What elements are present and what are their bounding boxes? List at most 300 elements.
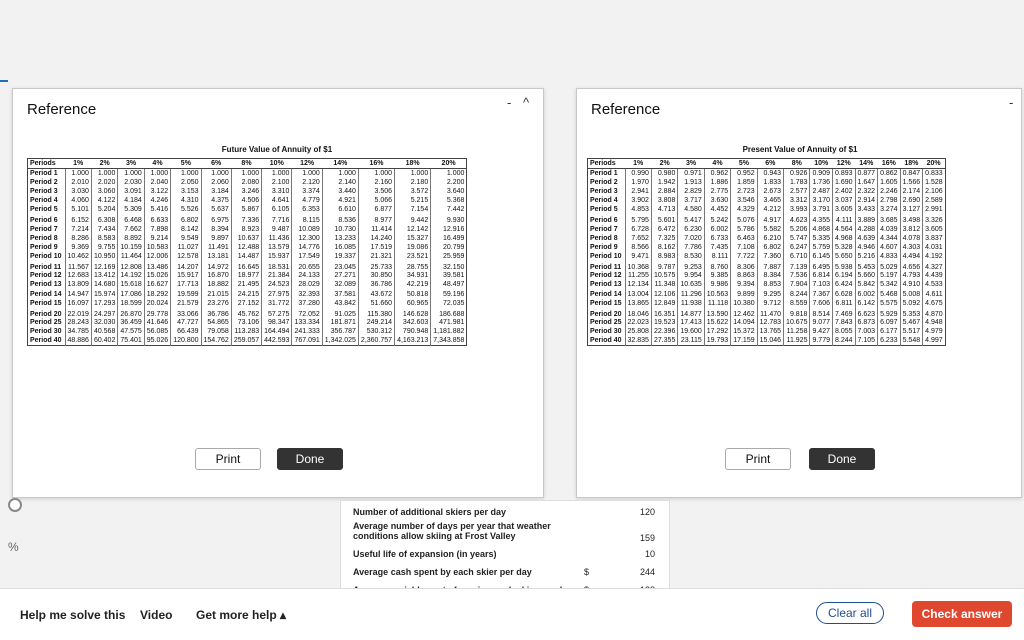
table-cell: 13.590 [704,308,730,318]
table-cell: 2.322 [855,187,878,196]
column-header: 5% [731,159,757,169]
table-cell: 15.917 [171,271,201,280]
table-cell: 9.385 [704,271,730,280]
table-cell: 154.762 [201,336,231,345]
table-cell: 5.660 [855,271,878,280]
table-cell: 7.003 [855,327,878,336]
table-cell: 12.142 [395,224,431,233]
column-header: 16% [878,159,901,169]
table-cell: 5.468 [878,290,901,299]
table-cell: 4.039 [878,224,901,233]
table-cell: 8.055 [833,327,856,336]
table-cell: 4.997 [923,336,946,345]
table-row [28,290,467,299]
period-label: Period 7 [30,225,58,233]
table-cell: 6.468 [118,214,144,224]
table-cell: 1.000 [91,169,117,178]
table-cell: 2.010 [65,178,91,187]
table-cell: 8.306 [731,261,757,271]
table-cell: 4.564 [833,224,856,233]
table-cell: 5.867 [231,205,261,214]
window-controls[interactable]: - [1009,95,1018,110]
window-controls[interactable]: - ^ [507,95,534,110]
fv-table [27,158,467,346]
given-label: Average cash spent by each skier per day [353,567,532,577]
table-cell: 133.334 [292,318,322,327]
period-label: Period 5 [590,206,618,214]
table-cell: 15.622 [704,318,730,327]
fv-reference-panel [12,88,544,498]
table-cell: 14.487 [231,252,261,261]
table-cell: 12.849 [651,299,677,308]
table-cell: 14.776 [292,243,322,252]
table-cell: 6.353 [292,205,322,214]
table-cell: 20.024 [144,299,170,308]
table-cell: 5.759 [810,243,833,252]
table-cell: 3.546 [731,196,757,205]
table-cell: 10.563 [704,290,730,299]
table-cell: 4.870 [923,308,946,318]
table-cell: 4.656 [900,261,923,271]
table-cell: 23.276 [201,299,231,308]
table-cell: 10.730 [322,224,358,233]
table-cell: 6.247 [784,243,810,252]
column-header: 12% [833,159,856,169]
table-cell: 30.850 [358,271,394,280]
table-row [28,261,467,271]
table-cell: 4.344 [878,234,901,243]
table-cell: 530.312 [358,327,394,336]
table-cell: 8.384 [757,271,783,280]
period-label: Period 11 [30,264,62,272]
done-button[interactable]: Done [277,448,343,470]
table-cell: 11.470 [757,308,783,318]
table-cell: 12.808 [118,261,144,271]
table-cell: 7.652 [625,234,651,243]
table-cell: 15.618 [118,280,144,289]
period-label: Period 15 [590,299,622,307]
table-cell: 1.783 [784,178,810,187]
table-cell: 7.360 [757,252,783,261]
table-cell: 7.904 [784,280,810,289]
video-link[interactable]: Video [140,608,173,622]
table-cell: 14.240 [358,234,394,243]
table-cell: 9.369 [65,243,91,252]
column-header: 2% [651,159,677,169]
table-cell: 8.115 [292,214,322,224]
table-cell: 6.097 [878,318,901,327]
table-cell: 4.793 [900,271,923,280]
table-cell: 14.207 [171,261,201,271]
table-cell: 2.941 [625,187,651,196]
done-button[interactable]: Done [809,448,875,470]
table-cell: 4.329 [731,205,757,214]
table-row [28,336,467,345]
table-cell: 8.566 [625,243,651,252]
table-cell: 11.925 [784,336,810,345]
table-cell: 15.937 [262,252,292,261]
get-more-help-link[interactable]: Get more help ▴ [196,608,287,622]
table-cell: 1.000 [118,169,144,178]
table-cell: 13.809 [65,280,91,289]
table-cell: 9.442 [395,214,431,224]
table-cell: 24.215 [231,290,261,299]
table-cell: 32.393 [292,290,322,299]
given-label: Number of additional skiers per day [353,507,507,517]
period-label: Period 12 [590,272,622,280]
table-cell: 3.037 [833,196,856,205]
table-cell: 1.942 [651,178,677,187]
table-row [28,224,467,233]
check-answer-button[interactable]: Check answer [912,601,1012,627]
table-cell: 32.835 [625,336,651,345]
table-cell: 34.931 [395,271,431,280]
table-cell: 11.255 [625,271,651,280]
table-cell: 6.628 [833,290,856,299]
table-cell: 36.459 [118,318,144,327]
table-cell: 4.917 [757,214,783,224]
table-cell: 4.192 [923,252,946,261]
table-cell: 3.127 [900,205,923,214]
table-cell: 9.427 [810,327,833,336]
table-cell: 8.142 [171,224,201,233]
column-header: 2% [91,159,117,169]
table-cell: 39.581 [431,271,467,280]
table-cell: 4.355 [810,214,833,224]
table-row [28,187,467,196]
table-cell: 0.980 [651,169,677,178]
table-row [28,178,467,187]
table-cell: 18.046 [625,308,651,318]
table-cell: 19.086 [395,243,431,252]
table-cell: 2.080 [231,178,261,187]
table-cell: 6.802 [757,243,783,252]
table-cell: 9.986 [704,280,730,289]
table-cell: 3.274 [878,205,901,214]
table-cell: 4.060 [65,196,91,205]
column-header: 18% [900,159,923,169]
table-cell: 7.214 [65,224,91,233]
table-cell: 7.434 [91,224,117,233]
table-cell: 13.579 [262,243,292,252]
table-cell: 19.793 [704,336,730,345]
table-cell: 43.842 [322,299,358,308]
table-cell: 36.786 [201,308,231,318]
column-header: 14% [855,159,878,169]
table-cell: 120.800 [171,336,201,345]
accent-line [0,80,8,82]
table-cell: 28.243 [65,318,91,327]
table-cell: 7.325 [651,234,677,243]
table-cell: 15.974 [91,290,117,299]
table-cell: 19.599 [171,290,201,299]
table-cell: 6.472 [651,224,677,233]
column-header: 18% [395,159,431,169]
table-cell: 8.760 [704,261,730,271]
table-cell: 2.914 [855,196,878,205]
table-cell: 8.863 [731,271,757,280]
table-cell: 91.025 [322,308,358,318]
table-cell: 7,343.858 [431,336,467,345]
table-cell: 3.153 [171,187,201,196]
period-label: Period 1 [590,169,618,177]
table-cell: 27.271 [322,271,358,280]
column-header: 3% [118,159,144,169]
table-cell: 113.283 [231,327,261,336]
table-cell: 2.040 [144,178,170,187]
given-label: Average number of days per year that weather conditions allow skiing at Frost Valley [353,521,551,541]
table-cell: 12.916 [431,224,467,233]
table-cell: 23.115 [678,336,704,345]
table-row [28,234,467,243]
print-button[interactable]: Print [725,448,791,470]
table-cell: 14.680 [91,280,117,289]
period-label: Period 1 [30,169,58,177]
table-cell: 6.145 [810,252,833,261]
table-cell: 57.275 [262,308,292,318]
table-cell: 18.531 [262,261,292,271]
given-value: 120 [639,507,655,517]
table-cell: 36.786 [358,280,394,289]
table-cell: 5.416 [144,205,170,214]
clear-all-button[interactable]: Clear all [816,602,884,624]
table-cell: 9.954 [678,271,704,280]
table-cell: 4.607 [878,243,901,252]
table-cell: 51.660 [358,299,394,308]
table-cell: 12.783 [757,318,783,327]
table-row [28,205,467,214]
table-cell: 2.589 [923,196,946,205]
table-cell: 767.091 [292,336,322,345]
table-cell: 17.519 [358,243,394,252]
table-cell: 8.394 [201,224,231,233]
period-label: Period 25 [30,319,62,327]
table-cell: 11.491 [201,243,231,252]
table-cell: 12.300 [292,234,322,243]
table-cell: 11.414 [358,224,394,233]
radio-circle-icon[interactable] [8,498,22,512]
fv-table-title: Future Value of Annuity of $1 [221,145,333,154]
period-label: Period 2 [30,178,58,186]
table-cell: 2.160 [358,178,394,187]
table-cell: 40.568 [91,327,117,336]
table-cell: 13.765 [757,327,783,336]
table-cell: 16.627 [144,280,170,289]
table-cell: 356.787 [322,327,358,336]
column-header: Periods [28,159,66,169]
table-cell: 15.327 [395,234,431,243]
table-cell: 12.578 [171,252,201,261]
table-cell: 3.993 [784,205,810,214]
period-label: Period 10 [30,253,62,261]
table-cell: 9.295 [757,290,783,299]
period-label: Period 13 [590,281,622,289]
table-row [588,214,946,224]
period-label: Period 14 [30,290,62,298]
table-cell: 75.401 [118,336,144,345]
table-cell: 6.728 [625,224,651,233]
table-cell: 4.506 [231,196,261,205]
table-cell: 2.723 [731,187,757,196]
table-cell: 34.785 [65,327,91,336]
table-cell: 8.983 [651,252,677,261]
table-cell: 2.884 [651,187,677,196]
table-cell: 23.045 [322,261,358,271]
period-label: Period 13 [30,281,62,289]
column-header: 1% [65,159,91,169]
table-cell: 17.086 [118,290,144,299]
table-cell: 5.548 [900,336,923,345]
table-cell: 9.818 [784,308,810,318]
period-label: Period 6 [30,217,58,225]
table-cell: 5.575 [878,299,901,308]
table-cell: 10.635 [678,280,704,289]
table-cell: 249.214 [358,318,394,327]
table-cell: 2.100 [262,178,292,187]
table-cell: 3.465 [757,196,783,205]
column-header: 10% [810,159,833,169]
table-cell: 95.026 [144,336,170,345]
table-cell: 5.204 [91,205,117,214]
table-cell: 0.909 [810,169,833,178]
period-label: Period 4 [590,197,618,205]
table-cell: 5.342 [878,280,901,289]
table-cell: 16.870 [201,271,231,280]
table-cell: 5.216 [855,252,878,261]
table-cell: 26.870 [118,308,144,318]
table-cell: 1.000 [322,169,358,178]
table-cell: 14.947 [65,290,91,299]
table-cell: 3.030 [65,187,91,196]
table-cell: 2.487 [810,187,833,196]
period-label: Period 3 [30,187,58,195]
table-cell: 8.244 [784,290,810,299]
table-cell: 1.000 [431,169,467,178]
table-row [588,187,946,196]
table-cell: 181.871 [322,318,358,327]
table-cell: 0.862 [878,169,901,178]
table-cell: 1.690 [833,178,856,187]
table-row [588,318,946,327]
table-cell: 3.310 [262,187,292,196]
table-cell: 25.808 [625,327,651,336]
table-cell: 8.514 [810,308,833,318]
table-cell: 6.152 [65,214,91,224]
given-data-row [353,549,663,559]
given-data-row [353,567,663,577]
table-cell: 2.020 [91,178,117,187]
table-cell: 16.097 [65,299,91,308]
table-row [588,205,946,214]
table-cell: 0.962 [704,169,730,178]
table-cell: 8.583 [91,234,117,243]
table-cell: 342.603 [395,318,431,327]
table-cell: 2.991 [923,205,946,214]
table-cell: 18.292 [144,290,170,299]
table-cell: 9.755 [91,243,117,252]
table-cell: 60.402 [91,336,117,345]
table-cell: 3.246 [231,187,261,196]
table-cell: 3.791 [810,205,833,214]
table-cell: 15.372 [731,327,757,336]
table-cell: 21.321 [358,252,394,261]
table-cell: 42.219 [395,280,431,289]
table-cell: 6.424 [833,280,856,289]
table-cell: 6.210 [757,234,783,243]
table-cell: 16.499 [431,234,467,243]
table-cell: 4.533 [923,280,946,289]
table-cell: 10.950 [91,252,117,261]
period-label: Period 8 [30,234,58,242]
table-cell: 3.808 [651,196,677,205]
table-cell: 4.288 [855,224,878,233]
table-cell: 13.181 [201,252,231,261]
table-cell: 8.111 [704,252,730,261]
table-cell: 50.818 [395,290,431,299]
table-cell: 11.567 [65,261,91,271]
table-cell: 14.972 [201,261,231,271]
pv-reference-panel [576,88,1022,498]
table-cell: 6.308 [91,214,117,224]
table-row [588,299,946,308]
table-cell: 6.194 [833,271,856,280]
table-cell: 6.811 [833,299,856,308]
table-cell: 4.979 [923,327,946,336]
table-cell: 4.853 [625,205,651,214]
print-button[interactable]: Print [195,448,261,470]
table-cell: 1.000 [201,169,231,178]
table-cell: 9.549 [171,234,201,243]
table-cell: 12.134 [625,280,651,289]
table-cell: 2.030 [118,178,144,187]
table-cell: 25.733 [358,261,394,271]
table-cell: 146.628 [395,308,431,318]
table-cell: 1.566 [900,178,923,187]
column-header: 6% [757,159,783,169]
table-cell: 11.118 [704,299,730,308]
table-cell: 3.498 [900,214,923,224]
table-cell: 10.583 [144,243,170,252]
table-cell: 2.050 [171,178,201,187]
table-cell: 0.926 [784,169,810,178]
table-cell: 3.812 [900,224,923,233]
table-cell: 4.946 [855,243,878,252]
help-me-solve-link[interactable]: Help me solve this [20,608,126,622]
table-cell: 17.293 [91,299,117,308]
table-cell: 4.948 [923,318,946,327]
table-cell: 15.026 [144,271,170,280]
table-cell: 4.375 [201,196,231,205]
column-header: 4% [144,159,170,169]
period-label: Period 4 [30,197,58,205]
table-cell: 1.000 [358,169,394,178]
table-cell: 7.139 [784,261,810,271]
table-cell: 10.637 [231,234,261,243]
table-cell: 8.536 [322,214,358,224]
table-cell: 22.023 [625,318,651,327]
table-cell: 13.486 [144,261,170,271]
table-cell: 17.159 [731,336,757,345]
table-cell: 2,360.757 [358,336,394,345]
table-cell: 1.000 [262,169,292,178]
table-row [588,308,946,318]
table-cell: 7.469 [833,308,856,318]
table-cell: 5.938 [833,261,856,271]
period-label: Period 20 [30,310,62,318]
table-cell: 8.286 [65,234,91,243]
table-cell: 4.439 [923,271,946,280]
period-label: Period 30 [590,328,622,336]
